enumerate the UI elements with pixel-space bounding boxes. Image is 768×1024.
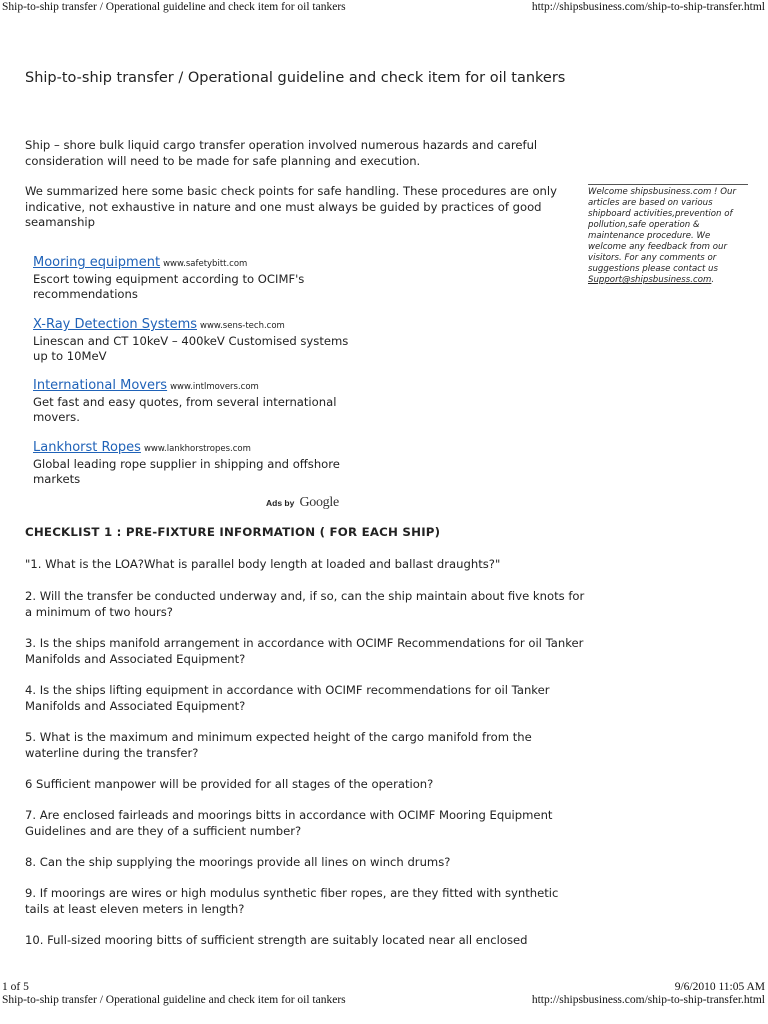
ad-title-link[interactable]: Mooring equipment bbox=[33, 255, 161, 270]
checklist-item: 5. What is the maximum and minimum expected height of the cargo manifold from the waterline during the transfer? bbox=[25, 730, 532, 760]
ad-title-link[interactable]: X-Ray Detection Systems bbox=[33, 317, 198, 332]
print-header-title: Ship-to-ship transfer / Operational guideline and check item for oil tankers bbox=[2, 1, 346, 13]
checklist-item: 2. Will the transfer be conducted underway and, if so, can the ship maintain about five knots for a minimum of two hours? bbox=[25, 589, 585, 619]
intro-paragraph-2: We summarized here some basic check points for safe handling. These procedures are only indicative, not exhaustive in nature and one must always be guided by practices of good seamanship bbox=[25, 184, 557, 229]
ad-url: www.intlmovers.com bbox=[170, 382, 259, 392]
welcome-text: Welcome shipsbusiness.com ! Our articles are based on various shipboard activities,prevention of pollution,safe operation & maintenance procedure. We welcome any feedback from our visitors. For any comments or suggestions please contact us bbox=[588, 187, 736, 274]
checklist-item: 8. Can the ship supplying the moorings provide all lines on winch drums? bbox=[25, 855, 451, 869]
ad-title-link[interactable]: Lankhorst Ropes bbox=[33, 440, 141, 455]
ad-description: Get fast and easy quotes, from several international movers. bbox=[33, 395, 337, 424]
welcome-sidebar bbox=[588, 184, 748, 286]
ads-by-google[interactable] bbox=[266, 491, 339, 511]
ad-description: Escort towing equipment according to OCIMF's recommendations bbox=[33, 272, 305, 301]
ad-url: www.safetybitt.com bbox=[163, 259, 248, 269]
print-header-url: http://shipsbusiness.com/ship-to-ship-transfer.html bbox=[531, 1, 765, 13]
google-logo: Google bbox=[299, 495, 339, 510]
checklist-heading: CHECKLIST 1 : PRE-FIXTURE INFORMATION ( FOR EACH SHIP) bbox=[25, 525, 441, 539]
print-datetime: 9/6/2010 11:05 AM bbox=[674, 981, 765, 993]
ad-block bbox=[33, 436, 353, 487]
next-page-title: Ship-to-ship transfer / Operational guideline and check item for oil tankers bbox=[2, 994, 346, 1006]
intro-paragraph-1: Ship – shore bulk liquid cargo transfer operation involved numerous hazards and careful consideration will need to be made for safe planning and execution. bbox=[25, 138, 538, 168]
next-page-url: http://shipsbusiness.com/ship-to-ship-transfer.html bbox=[531, 994, 765, 1006]
ad-block bbox=[33, 313, 353, 364]
welcome-end: . bbox=[711, 275, 715, 285]
ad-title-link[interactable]: International Movers bbox=[33, 378, 168, 393]
page-count: 1 of 5 bbox=[2, 981, 29, 993]
ad-url: www.sens-tech.com bbox=[200, 321, 285, 331]
ad-url: www.lankhorstropes.com bbox=[143, 444, 251, 454]
checklist-item: 6 Sufficient manpower will be provided for all stages of the operation? bbox=[25, 777, 434, 791]
checklist-item: "1. What is the LOA?What is parallel body length at loaded and ballast draughts?" bbox=[25, 557, 501, 571]
checklist-item: 7. Are enclosed fairleads and moorings bitts in accordance with OCIMF Mooring Equipment Guidelines and are they of a sufficient number? bbox=[25, 808, 553, 838]
checklist-item: 3. Is the ships manifold arrangement in accordance with OCIMF Recommendations for oil Tanker Manifolds and Associated Equipment? bbox=[25, 636, 584, 666]
checklist-item: 10. Full-sized mooring bitts of sufficient strength are suitably located near all enclosed bbox=[25, 933, 528, 947]
ad-block bbox=[33, 374, 353, 425]
ad-description: Global leading rope supplier in shipping and offshore markets bbox=[33, 457, 340, 486]
article-title: Ship-to-ship transfer / Operational guideline and check item for oil tankers bbox=[25, 70, 566, 86]
support-email-link[interactable]: Support@shipsbusiness.com bbox=[588, 275, 712, 285]
ad-description: Linescan and CT 10keV – 400keV Customised systems up to 10MeV bbox=[33, 334, 349, 363]
checklist-item: 4. Is the ships lifting equipment in accordance with OCIMF recommendations for oil Tanker Manifolds and Associated Equipment? bbox=[25, 683, 550, 713]
checklist-item: 9. If moorings are wires or high modulus synthetic fiber ropes, are they fitted with synthetic tails at least eleven meters in length? bbox=[25, 886, 559, 916]
ad-block bbox=[33, 251, 353, 302]
ads-by-label: Ads by bbox=[266, 498, 295, 508]
